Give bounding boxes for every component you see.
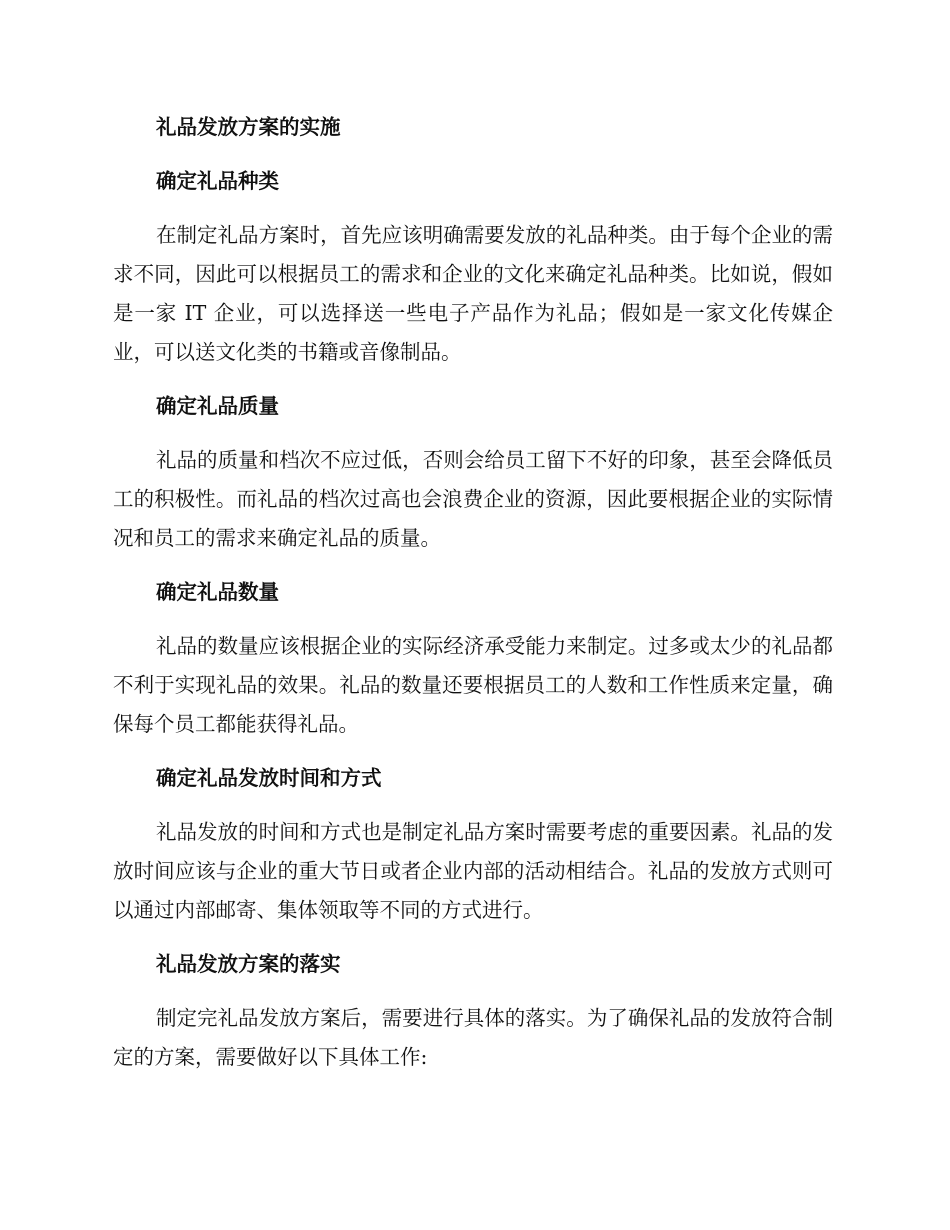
subheading-gift-timing: 确定礼品发放时间和方式 — [156, 766, 382, 790]
section-heading-execution: 礼品发放方案的落实 — [156, 952, 341, 976]
paragraph-gift-type: 在制定礼品方案时，首先应该明确需要发放的礼品种类。由于每个企业的需求不同，因此可以根据员工的需求和企业的文化来确定礼品种类。比如说，假如是一家 IT 企业，可以选择送一些电子产品作为礼品；假如是一家文化传媒企业，可以送文化类的书籍或音像制品。 — [113, 223, 833, 364]
subheading-gift-quantity: 确定礼品数量 — [156, 580, 279, 604]
paragraph-gift-quality: 礼品的质量和档次不应过低，否则会给员工留下不好的印象，甚至会降低员工的积极性。而礼品的档次过高也会浪费企业的资源，因此要根据企业的实际情况和员工的需求来确定礼品的质量。 — [113, 448, 833, 550]
subheading-gift-type: 确定礼品种类 — [156, 169, 279, 193]
paragraph-execution: 制定完礼品发放方案后，需要进行具体的落实。为了确保礼品的发放符合制定的方案，需要做好以下具体工作: — [113, 1006, 833, 1069]
document-body — [113, 108, 833, 1077]
subheading-gift-quality: 确定礼品质量 — [156, 394, 279, 418]
paragraph-gift-quantity: 礼品的数量应该根据企业的实际经济承受能力来制定。过多或太少的礼品都不利于实现礼品的效果。礼品的数量还要根据员工的人数和工作性质来定量，确保每个员工都能获得礼品。 — [113, 634, 833, 736]
section-heading-implementation: 礼品发放方案的实施 — [156, 115, 341, 139]
paragraph-gift-timing: 礼品发放的时间和方式也是制定礼品方案时需要考虑的重要因素。礼品的发放时间应该与企业的重大节日或者企业内部的活动相结合。礼品的发放方式则可以通过内部邮寄、集体领取等不同的方式进行。 — [113, 820, 833, 922]
